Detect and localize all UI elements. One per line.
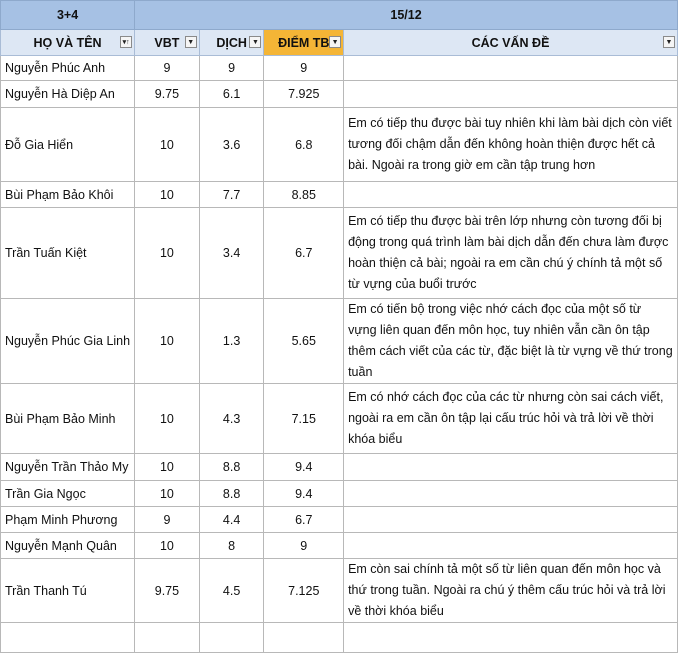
group-label: 3+4 <box>56 8 79 22</box>
dich-score-cell[interactable]: 6.1 <box>199 81 264 108</box>
issues-note-cell[interactable]: Em còn sai chính tả một số từ liên quan đến môn học và thứ trong tuần. Ngoài ra chú ý thêm cấu trúc hỏi và trả lời về thời khóa biểu <box>344 559 678 623</box>
dich-score-cell[interactable]: 4.4 <box>199 507 264 533</box>
vbt-score-cell[interactable] <box>135 623 200 653</box>
issues-note-cell[interactable]: Em có tiếp thu được bài trên lớp nhưng còn tương đối bị động trong quá trình làm bài dịch dẫn đến chưa làm được hoàn thiện cả bài; ngoài ra em cần chú ý chính tả một số từ vựng của buổi trước <box>344 208 678 299</box>
col-header-dich[interactable] <box>199 30 264 56</box>
issues-note-cell[interactable]: Em có tiếp thu được bài tuy nhiên khi làm bài dịch còn viết tương đối chậm dẫn đến không hoàn thiện được hết cả bài. Ngoài ra trong giờ em cần tập trung hơn <box>344 108 678 182</box>
col-header-van-de-label: CÁC VẤN ĐỀ <box>471 35 550 50</box>
filter-dropdown-icon[interactable]: ▼ <box>185 36 197 48</box>
student-name-cell[interactable]: Trần Thanh Tú <box>1 559 135 623</box>
filter-dropdown-icon[interactable]: ▼ <box>329 36 341 48</box>
col-header-diem-tb-label: ĐIỂM TB <box>278 35 330 50</box>
dich-score-cell[interactable]: 4.5 <box>199 559 264 623</box>
issues-note-cell[interactable] <box>344 56 678 81</box>
average-score-cell[interactable]: 9 <box>264 56 344 81</box>
group-label-cell[interactable] <box>1 1 135 30</box>
average-score-cell[interactable]: 7.15 <box>264 384 344 454</box>
dich-score-cell[interactable]: 9 <box>199 56 264 81</box>
table-row <box>1 623 678 653</box>
table-row <box>1 481 678 507</box>
issues-note-cell[interactable] <box>344 623 678 653</box>
average-score-cell[interactable]: 9.4 <box>264 454 344 481</box>
average-score-cell[interactable]: 6.8 <box>264 108 344 182</box>
table-row <box>1 208 678 299</box>
average-score-cell[interactable]: 7.925 <box>264 81 344 108</box>
table-row <box>1 299 678 384</box>
date-label-cell[interactable] <box>135 1 678 30</box>
vbt-score-cell[interactable]: 10 <box>135 208 200 299</box>
dich-score-cell[interactable]: 8.8 <box>199 481 264 507</box>
dich-score-cell[interactable]: 3.4 <box>199 208 264 299</box>
table-row <box>1 454 678 481</box>
average-score-cell[interactable]: 8.85 <box>264 182 344 208</box>
issues-note-cell[interactable] <box>344 507 678 533</box>
dich-score-cell[interactable]: 3.6 <box>199 108 264 182</box>
average-score-cell[interactable]: 6.7 <box>264 208 344 299</box>
issues-note-cell[interactable] <box>344 454 678 481</box>
col-header-vbt[interactable] <box>135 30 200 56</box>
student-name-cell[interactable]: Trần Tuấn Kiệt <box>1 208 135 299</box>
table-row <box>1 559 678 623</box>
issues-note-cell[interactable]: Em có nhớ cách đọc của các từ nhưng còn sai cách viết, ngoài ra em cần ôn tập lại cấu trúc hỏi và trả lời về thời khóa biểu <box>344 384 678 454</box>
issues-note-cell[interactable] <box>344 533 678 559</box>
student-name-cell[interactable] <box>1 623 135 653</box>
table-row <box>1 384 678 454</box>
vbt-score-cell[interactable]: 10 <box>135 299 200 384</box>
vbt-score-cell[interactable]: 9 <box>135 56 200 81</box>
table-row <box>1 56 678 81</box>
date-label: 15/12 <box>390 8 422 22</box>
vbt-score-cell[interactable]: 10 <box>135 182 200 208</box>
issues-note-cell[interactable] <box>344 182 678 208</box>
vbt-score-cell[interactable]: 10 <box>135 384 200 454</box>
issues-note-cell[interactable] <box>344 81 678 108</box>
col-header-vbt-label: VBT <box>154 35 180 50</box>
average-score-cell[interactable] <box>264 623 344 653</box>
col-header-diem-tb[interactable] <box>264 30 344 56</box>
dich-score-cell[interactable]: 8.8 <box>199 454 264 481</box>
col-header-van-de[interactable] <box>344 30 678 56</box>
sort-filter-icon[interactable]: ▾↑ <box>120 36 132 48</box>
student-name-cell[interactable]: Trần Gia Ngọc <box>1 481 135 507</box>
issues-note-cell[interactable] <box>344 481 678 507</box>
student-name-cell[interactable]: Bùi Phạm Bảo Minh <box>1 384 135 454</box>
table-row <box>1 182 678 208</box>
vbt-score-cell[interactable]: 10 <box>135 533 200 559</box>
dich-score-cell[interactable]: 8 <box>199 533 264 559</box>
dich-score-cell[interactable] <box>199 623 264 653</box>
student-name-cell[interactable]: Phạm Minh Phương <box>1 507 135 533</box>
average-score-cell[interactable]: 9 <box>264 533 344 559</box>
col-header-name-label: HỌ VÀ TÊN <box>33 35 102 50</box>
dich-score-cell[interactable]: 4.3 <box>199 384 264 454</box>
vbt-score-cell[interactable]: 9.75 <box>135 81 200 108</box>
dich-score-cell[interactable]: 1.3 <box>199 299 264 384</box>
average-score-cell[interactable]: 9.4 <box>264 481 344 507</box>
filter-dropdown-icon[interactable]: ▼ <box>663 36 675 48</box>
table-row <box>1 108 678 182</box>
filter-dropdown-icon[interactable]: ▼ <box>249 36 261 48</box>
issues-note-cell[interactable]: Em có tiến bộ trong việc nhớ cách đọc của một số từ vựng liên quan đến môn học, tuy nhiên vẫn cần ôn tập thêm cách viết của các từ, đặc biệt là từ vựng về thứ trong tuần <box>344 299 678 384</box>
header-row-group <box>1 1 678 30</box>
average-score-cell[interactable]: 5.65 <box>264 299 344 384</box>
average-score-cell[interactable]: 7.125 <box>264 559 344 623</box>
dich-score-cell[interactable]: 7.7 <box>199 182 264 208</box>
vbt-score-cell[interactable]: 10 <box>135 481 200 507</box>
vbt-score-cell[interactable]: 10 <box>135 454 200 481</box>
student-name-cell[interactable]: Nguyễn Phúc Anh <box>1 56 135 81</box>
table-row <box>1 81 678 108</box>
col-header-dich-label: DỊCH <box>216 35 247 50</box>
vbt-score-cell[interactable]: 9 <box>135 507 200 533</box>
student-name-cell[interactable]: Đỗ Gia Hiển <box>1 108 135 182</box>
header-row-columns <box>1 30 678 56</box>
student-name-cell[interactable]: Nguyễn Hà Diệp An <box>1 81 135 108</box>
average-score-cell[interactable]: 6.7 <box>264 507 344 533</box>
student-name-cell[interactable]: Bùi Phạm Bảo Khôi <box>1 182 135 208</box>
vbt-score-cell[interactable]: 10 <box>135 108 200 182</box>
col-header-name[interactable] <box>1 30 135 56</box>
table-row <box>1 533 678 559</box>
vbt-score-cell[interactable]: 9.75 <box>135 559 200 623</box>
student-name-cell[interactable]: Nguyễn Phúc Gia Linh <box>1 299 135 384</box>
table-row <box>1 507 678 533</box>
student-name-cell[interactable]: Nguyễn Mạnh Quân <box>1 533 135 559</box>
student-name-cell[interactable]: Nguyễn Trần Thảo My <box>1 454 135 481</box>
